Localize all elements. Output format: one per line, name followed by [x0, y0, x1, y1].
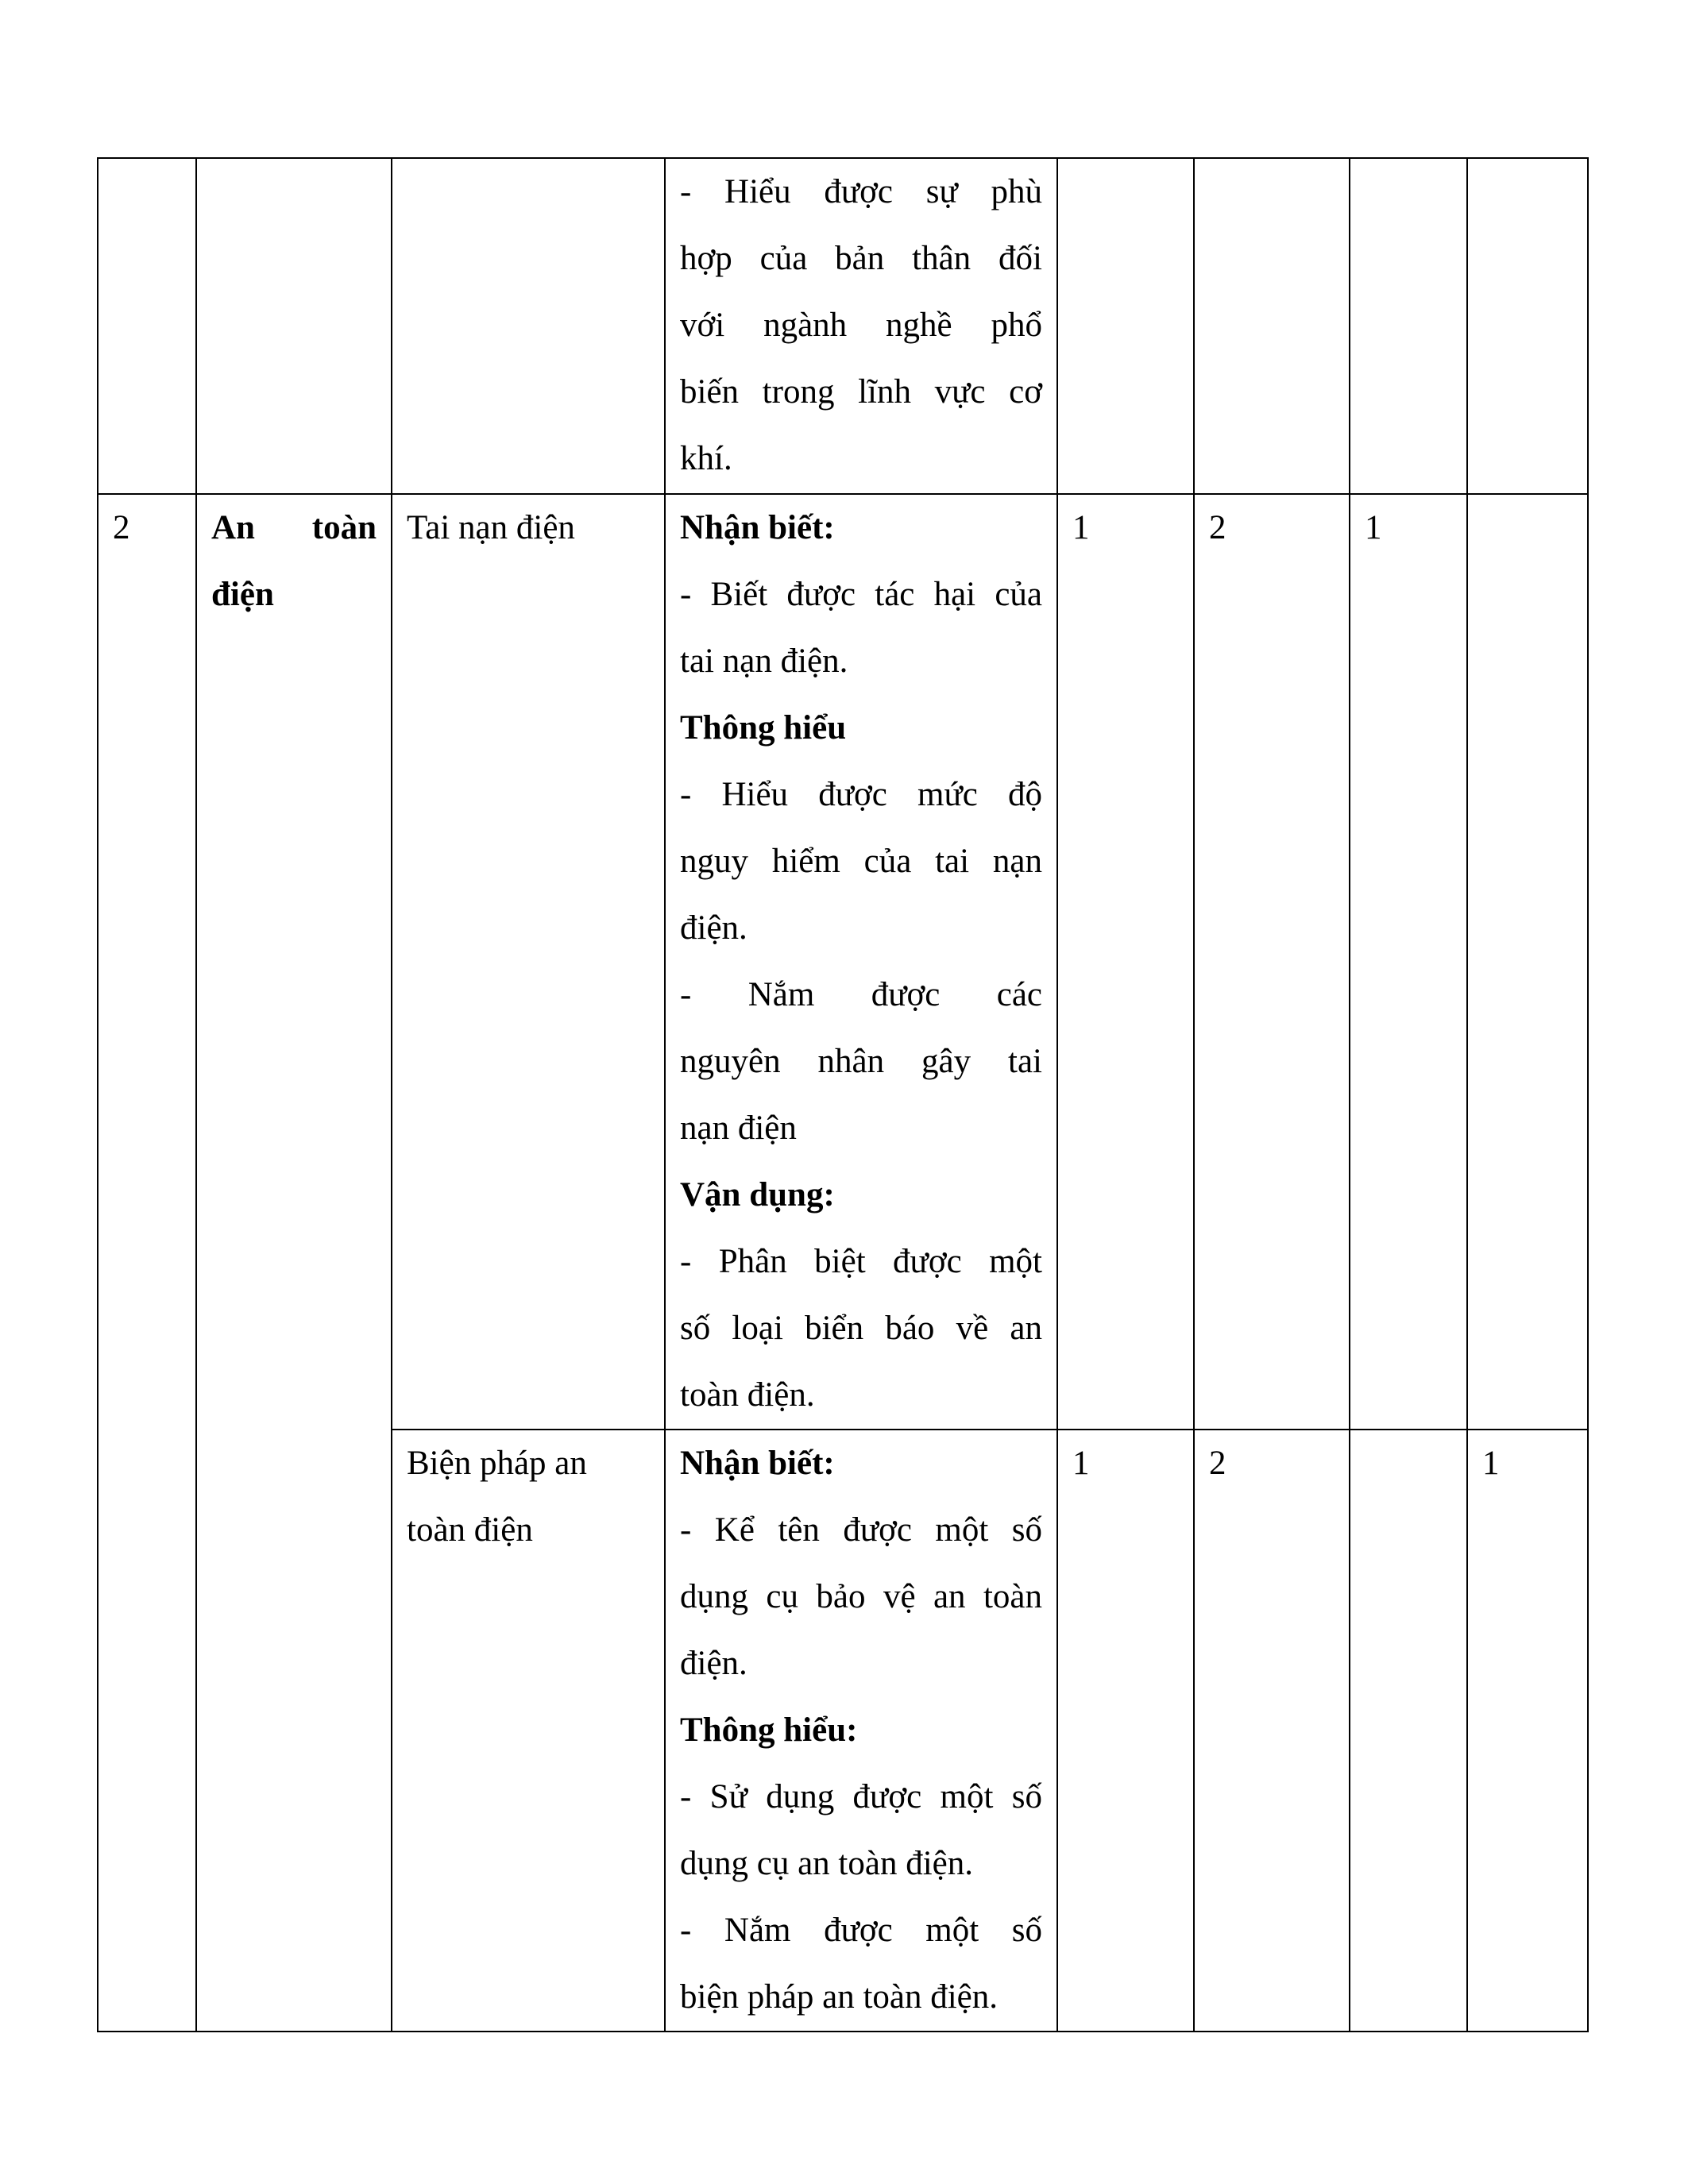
table-row-continued [98, 158, 1588, 494]
requirement-line: điện. [680, 909, 747, 947]
topic-line: điện [211, 576, 274, 613]
requirement-line: - Kể tên được một số [680, 1511, 1042, 1549]
requirement-line: - Hiểu được sự phù [680, 173, 1042, 210]
requirement-line: dụng cụ bảo vệ an toàn [680, 1578, 1042, 1615]
level-heading-nb: Nhận biết: [680, 1445, 835, 1482]
requirement-line: nạn điện [680, 1109, 797, 1147]
requirement-line: - Nắm được một số [680, 1912, 1042, 1949]
level-heading-vd: Vận dụng: [680, 1176, 835, 1214]
requirement-line: khí. [680, 440, 732, 477]
count-vd-cell [1350, 1430, 1467, 2032]
stt-cell: 2 [98, 494, 196, 2032]
unit-line: toàn điện [407, 1511, 533, 1549]
requirement-line: - Sử dụng được một số [680, 1778, 1042, 1815]
requirement-line: tai nạn điện. [680, 642, 848, 680]
topic-line: An toàn [211, 509, 377, 546]
count-nb-cell [1057, 158, 1194, 494]
count-vdc-cell [1467, 158, 1588, 494]
requirement-line: - Biết được tác hại của [680, 576, 1042, 613]
requirement-line: hợp của bản thân đối [680, 240, 1042, 277]
requirements-cell [665, 158, 1057, 494]
requirements-cell [665, 494, 1057, 1430]
requirement-line: biện pháp an toàn điện. [680, 1978, 999, 2016]
requirement-line: điện. [680, 1645, 747, 1682]
table-row-2a [98, 494, 1588, 1430]
unit-line: Biện pháp an [407, 1445, 587, 1482]
requirement-line: với ngành nghề phổ [680, 307, 1042, 344]
requirement-line: số loại biển báo về an [680, 1310, 1042, 1347]
requirements-cell [665, 1430, 1057, 2032]
unit-cell [392, 158, 665, 494]
requirement-line: toàn điện. [680, 1376, 815, 1414]
unit-cell: Tai nạn điện [392, 494, 665, 1430]
requirement-line: nguy hiểm của tai nạn [680, 843, 1042, 880]
count-th-cell: 2 [1194, 1430, 1350, 2032]
count-th-cell: 2 [1194, 494, 1350, 1430]
count-vdc-cell: 1 [1467, 1430, 1588, 2032]
level-heading-th: Thông hiểu [680, 709, 847, 747]
requirement-line: - Nắm được các [680, 976, 1042, 1013]
stt-cell [98, 158, 196, 494]
requirement-line: dụng cụ an toàn điện. [680, 1845, 973, 1882]
count-vdc-cell [1467, 494, 1588, 1430]
count-vd-cell [1350, 158, 1467, 494]
level-heading-th: Thông hiểu: [680, 1711, 858, 1749]
count-nb-cell: 1 [1057, 494, 1194, 1430]
unit-cell [392, 1430, 665, 2032]
level-heading-nb: Nhận biết: [680, 509, 835, 546]
requirement-line: - Phân biệt được một [680, 1243, 1042, 1280]
count-nb-cell: 1 [1057, 1430, 1194, 2032]
topic-cell [196, 158, 392, 494]
count-th-cell [1194, 158, 1350, 494]
topic-cell [196, 494, 392, 2032]
requirement-line: nguyên nhân gây tai [680, 1043, 1042, 1080]
specification-table [97, 157, 1589, 2032]
count-vd-cell: 1 [1350, 494, 1467, 1430]
requirement-line: biến trong lĩnh vực cơ [680, 373, 1042, 411]
requirement-line: - Hiểu được mức độ [680, 776, 1042, 813]
